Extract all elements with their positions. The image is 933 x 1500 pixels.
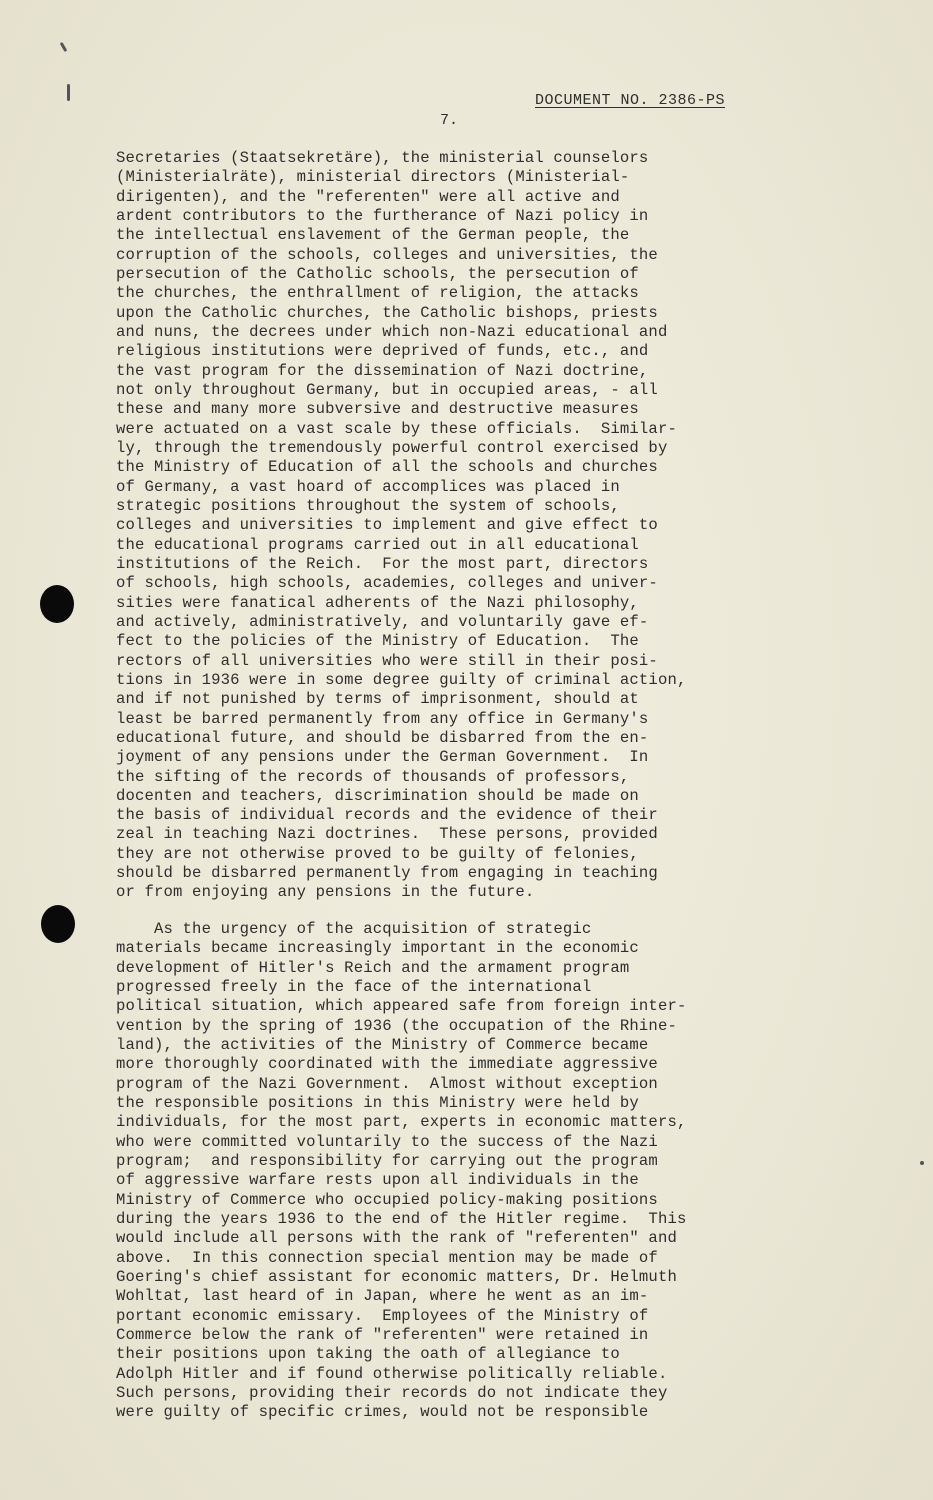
text-line: As the urgency of the acquisition of strategic: [116, 920, 592, 938]
text-line: dirigenten), and the "referenten" were all active and: [116, 187, 620, 206]
text-line: and actively, administratively, and voluntarily gave ef-: [116, 612, 649, 631]
text-line: these and many more subversive and destructive measures: [116, 400, 639, 419]
text-line: during the years 1936 to the end of the Hitler regime. This: [116, 1209, 687, 1228]
text-line: Ministry of Commerce who occupied policy-making positions: [116, 1190, 658, 1209]
text-line: vention by the spring of 1936 (the occupation of the Rhine-: [116, 1016, 677, 1035]
text-line: development of Hitler's Reich and the armament program: [116, 958, 630, 977]
text-line: would include all persons with the rank of "referenten" and: [116, 1229, 677, 1248]
text-line: institutions of the Reich. For the most part, directors: [116, 554, 649, 573]
text-line: land), the activities of the Ministry of Commerce became: [116, 1035, 649, 1054]
text-line: should be disbarred permanently from engaging in teaching: [116, 864, 658, 883]
text-line: program; and responsibility for carrying out the program: [116, 1151, 658, 1170]
text-line: Such persons, providing their records do not indicate they: [116, 1383, 668, 1402]
text-line: the churches, the enthrallment of religion, the attacks: [116, 284, 639, 303]
text-line: the responsible positions in this Ministry were held by: [116, 1093, 639, 1112]
text-line: the vast program for the dissemination of Nazi doctrine,: [116, 361, 649, 380]
pencil-mark: [60, 42, 68, 52]
text-line: they are not otherwise proved to be guilty of felonies,: [116, 844, 639, 863]
text-line: rectors of all universities who were still in their posi-: [116, 651, 658, 670]
text-line: program of the Nazi Government. Almost without exception: [116, 1074, 658, 1093]
text-line: or from enjoying any pensions in the future.: [116, 883, 535, 902]
text-line: educational future, and should be disbarred from the en-: [116, 728, 649, 747]
text-line: corruption of the schools, colleges and universities, the: [116, 245, 658, 264]
ink-dot: [920, 1161, 924, 1165]
punch-hole: [40, 585, 74, 623]
text-line: and if not punished by terms of imprisonment, should at: [116, 690, 639, 709]
text-line: the basis of individual records and the evidence of their: [116, 806, 658, 825]
text-line: the intellectual enslavement of the German people, the: [116, 226, 630, 245]
text-line: the Ministry of Education of all the schools and churches: [116, 458, 658, 477]
text-line: strategic positions throughout the system of schools,: [116, 496, 620, 515]
text-line: joyment of any pensions under the German Government. In: [116, 748, 649, 767]
text-line: least be barred permanently from any office in Germany's: [116, 709, 649, 728]
text-line: (Ministerialräte), ministerial directors (Ministerial-: [116, 168, 630, 187]
text-line: zeal in teaching Nazi doctrines. These persons, provided: [116, 825, 658, 844]
text-line: their positions upon taking the oath of allegiance to: [116, 1345, 620, 1364]
text-line: the sifting of the records of thousands of professors,: [116, 767, 630, 786]
text-line: progressed freely in the face of the international: [116, 977, 592, 996]
text-line: fect to the policies of the Ministry of Education. The: [116, 632, 639, 651]
text-line: individuals, for the most part, experts in economic matters,: [116, 1113, 687, 1132]
text-line: Wohltat, last heard of in Japan, where he went as an im-: [116, 1287, 649, 1306]
text-line: ly, through the tremendously powerful control exercised by: [116, 438, 668, 457]
text-line: of schools, high schools, academies, colleges and univer-: [116, 574, 658, 593]
pencil-mark: [67, 84, 70, 101]
text-line: of Germany, a vast hoard of accomplices was placed in: [116, 477, 620, 496]
text-line: above. In this connection special mention may be made of: [116, 1248, 658, 1267]
text-line: Goering's chief assistant for economic matters, Dr. Helmuth: [116, 1267, 677, 1286]
text-line: ardent contributors to the furtherance of Nazi policy in: [116, 206, 649, 225]
document-number: DOCUMENT NO. 2386-PS: [535, 92, 726, 109]
text-line: of aggressive warfare rests upon all individuals in the: [116, 1171, 639, 1190]
text-line: religious institutions were deprived of funds, etc., and: [116, 342, 649, 361]
text-line: political situation, which appeared safe from foreign inter-: [116, 997, 687, 1016]
text-line: colleges and universities to implement and give effect to: [116, 516, 658, 535]
text-line: and nuns, the decrees under which non-Nazi educational and: [116, 322, 668, 341]
text-line: Adolph Hitler and if found otherwise politically reliable.: [116, 1364, 668, 1383]
text-line: portant economic emissary. Employees of the Ministry of: [116, 1306, 649, 1325]
text-line: Secretaries (Staatsekretäre), the ministerial counselors: [116, 149, 649, 167]
text-line: not only throughout Germany, but in occupied areas, - all: [116, 380, 658, 399]
text-line: were guilty of specific crimes, would not be responsible: [116, 1403, 649, 1422]
text-line: docenten and teachers, discrimination should be made on: [116, 786, 639, 805]
text-line: were actuated on a vast scale by these officials. Similar-: [116, 419, 677, 438]
text-line: persecution of the Catholic schools, the persecution of: [116, 264, 639, 283]
text-line: who were committed voluntarily to the success of the Nazi: [116, 1132, 658, 1151]
paragraph: [116, 920, 686, 1423]
text-line: upon the Catholic churches, the Catholic bishops, priests: [116, 303, 658, 322]
text-line: tions in 1936 were in some degree guilty of criminal action,: [116, 670, 687, 689]
punch-hole: [41, 905, 75, 943]
text-line: the educational programs carried out in all educational: [116, 535, 639, 554]
page-number: 7.: [440, 112, 459, 129]
text-line: Commerce below the rank of "referenten" were retained in: [116, 1325, 649, 1344]
paragraph: [116, 149, 686, 903]
text-line: materials became increasingly important in the economic: [116, 939, 639, 958]
text-line: sities were fanatical adherents of the Nazi philosophy,: [116, 593, 639, 612]
text-line: more thoroughly coordinated with the immediate aggressive: [116, 1055, 658, 1074]
